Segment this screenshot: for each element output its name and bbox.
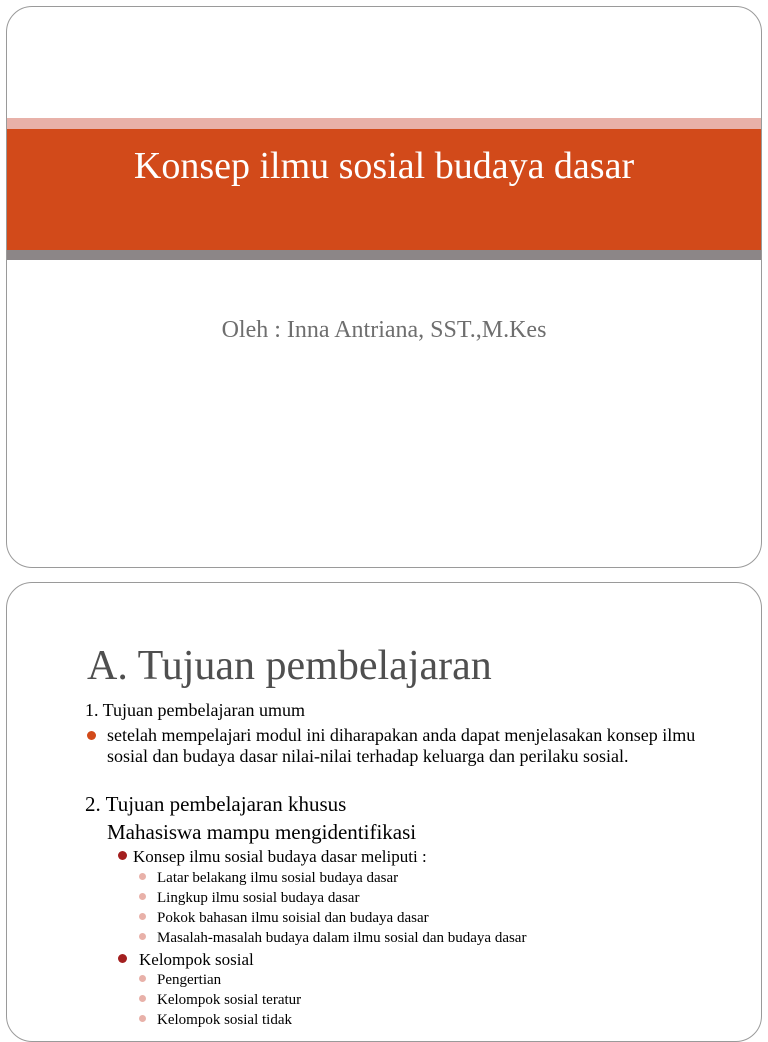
slide-subtitle: Oleh : Inna Antriana, SST.,M.Kes: [221, 317, 547, 343]
list-item: Pokok bahasan ilmu soisial dan budaya dasar: [157, 910, 429, 926]
list-item: Masalah-masalah budaya dalam ilmu sosial dan budaya dasar: [157, 930, 527, 946]
list-item: Latar belakang ilmu sosial budaya dasar: [157, 870, 399, 886]
bullet-icon: [118, 851, 127, 860]
list-item: Lingkup ilmu sosial budaya dasar: [157, 890, 360, 906]
group2-label: Kelompok sosial: [139, 950, 254, 969]
title-band-bottom: [7, 250, 761, 260]
bullet-icon: [118, 954, 127, 963]
sub-bullet-icon: [139, 873, 146, 880]
sub-bullet-icon: [139, 913, 146, 920]
item1-label: 1. Tujuan pembelajaran umum: [85, 700, 305, 720]
item1-text: setelah mempelajari modul ini diharapakan anda dapat menjelasakan konsep ilmu sosial dan budaya dasar nilai-nilai terhadap keluarga dan perilaku sosial.: [107, 725, 696, 766]
sub-bullet-icon: [139, 933, 146, 940]
title-slide: [6, 6, 762, 568]
slide-heading: A. Tujuan pembelajaran: [87, 643, 492, 689]
list-item: Kelompok sosial tidak: [157, 1012, 292, 1028]
sub-bullet-icon: [139, 1015, 146, 1022]
title-band-top: [7, 118, 761, 129]
bullet-icon: [87, 731, 96, 740]
sub-bullet-icon: [139, 975, 146, 982]
item2-intro: Mahasiswa mampu mengidentifikasi: [107, 820, 417, 844]
list-item: Pengertian: [157, 972, 222, 988]
content-slide: [6, 582, 762, 1042]
sub-bullet-icon: [139, 995, 146, 1002]
list-item: Kelompok sosial teratur: [157, 992, 302, 1008]
slide-title: Konsep ilmu sosial budaya dasar: [133, 145, 635, 187]
item2-label: 2. Tujuan pembelajaran khusus: [85, 792, 347, 816]
group1-label: Konsep ilmu sosial budaya dasar meliputi :: [133, 847, 427, 866]
sub-bullet-icon: [139, 893, 146, 900]
